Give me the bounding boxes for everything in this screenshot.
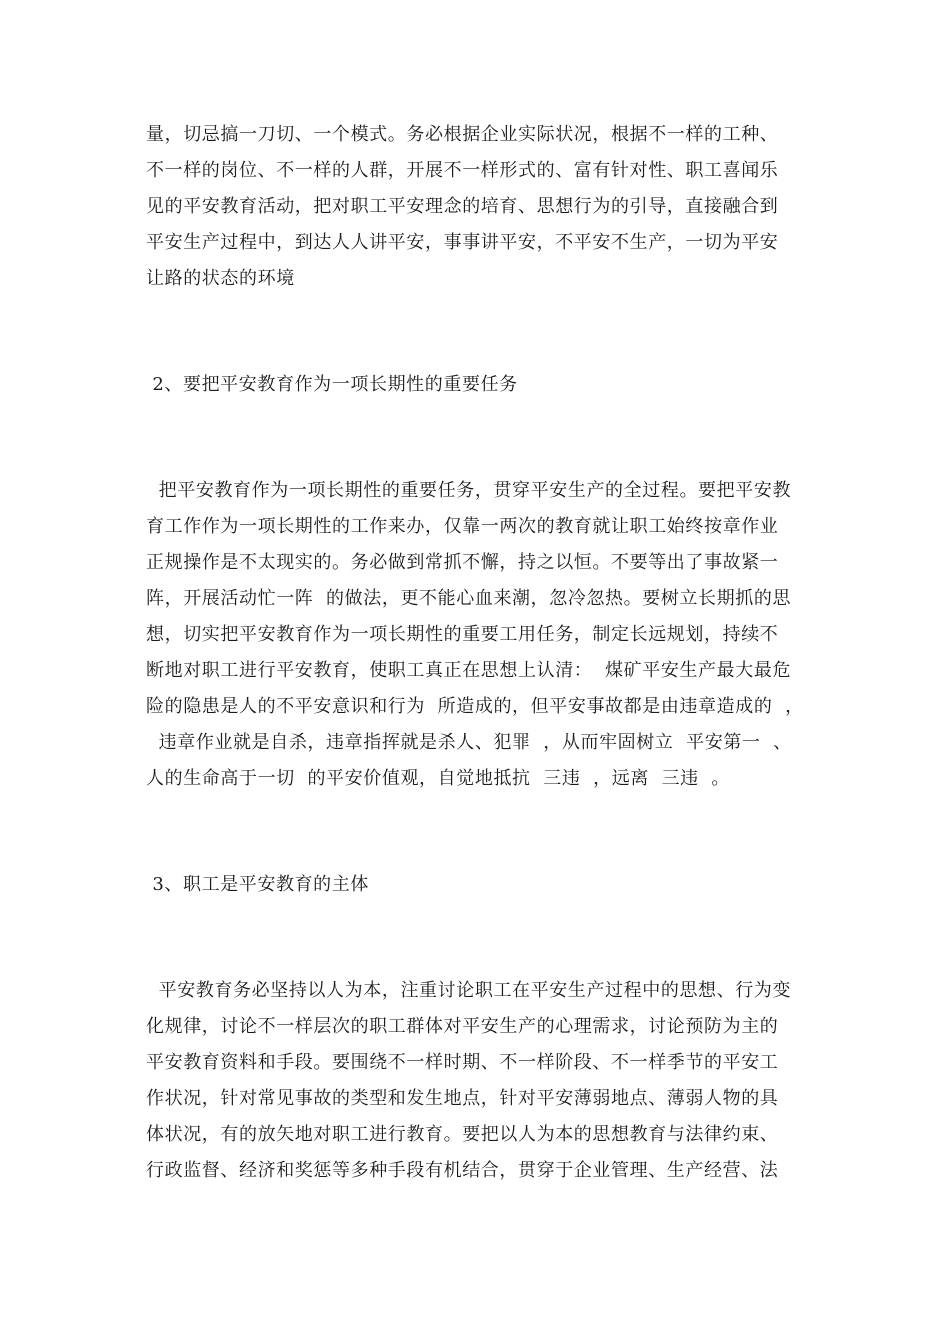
paragraph-2-line: 断地对职工进行平安教育，使职工真正在思想上认清： 煤矿平安生产最大最危 (146, 660, 792, 681)
paragraph-2-line: 想，切实把平安教育作为一项长期性的重要工用任务，制定长远规划，持续不 (146, 624, 779, 645)
paragraph-2-line: 育工作作为一项长期性的工作来办，仅靠一两次的教育就让职工始终按章作业 (146, 516, 779, 537)
paragraph-2-line: 把平安教育作为一项长期性的重要任务，贯穿平安生产的全过程。要把平安教 (146, 480, 792, 501)
paragraph-3-line: 平安教育务必坚持以人为本，注重讨论职工在平安生产过程中的思想、行为变 (146, 980, 792, 1001)
paragraph-2-line: 险的隐患是人的不平安意识和行为 所造成的，但平安事故都是由违章造成的 ， (146, 696, 804, 717)
section-heading-2: 2、要把平安教育作为一项长期性的重要任务 (146, 374, 518, 395)
paragraph-3-line: 化规律，讨论不一样层次的职工群体对平安生产的心理需求，讨论预防为主的 (146, 1016, 779, 1037)
paragraph-3-line: 体状况，有的放矢地对职工进行教育。要把以人为本的思想教育与法律约束、 (146, 1124, 779, 1145)
paragraph-1-line: 量，切忌搞一刀切、一个模式。务必根据企业实际状况，根据不一样的工种、 (146, 124, 779, 145)
paragraph-2-line: 人的生命高于一切 的平安价值观，自觉地抵抗 三违 ，远离 三违 。 (146, 768, 731, 789)
paragraph-3-line: 作状况，针对常见事故的类型和发生地点，针对平安薄弱地点、薄弱人物的具 (146, 1088, 779, 1109)
paragraph-1-line: 平安生产过程中，到达人人讲平安，事事讲平安，不平安不生产，一切为平安 (146, 232, 779, 253)
paragraph-1-line: 让路的状态的环境 (146, 268, 295, 289)
paragraph-1-line: 见的平安教育活动，把对职工平安理念的培育、思想行为的引导，直接融合到 (146, 196, 779, 217)
paragraph-2-line: 正规操作是不太现实的。务必做到常抓不懈，持之以恒。不要等出了事故紧一 (146, 552, 779, 573)
paragraph-2-line: 阵，开展活动忙一阵 的做法，更不能心血来潮，忽冷忽热。要树立长期抓的思 (146, 588, 792, 609)
paragraph-2-line: 违章作业就是自杀，违章指挥就是杀人、犯罪 ，从而牢固树立 平安第一 、 (146, 732, 792, 753)
paragraph-3-line: 平安教育资料和手段。要围绕不一样时期、不一样阶段、不一样季节的平安工 (146, 1052, 779, 1073)
paragraph-3-line: 行政监督、经济和奖惩等多种手段有机结合，贯穿于企业管理、生产经营、法 (146, 1160, 779, 1181)
section-heading-3: 3、职工是平安教育的主体 (146, 874, 369, 895)
paragraph-1-line: 不一样的岗位、不一样的人群，开展不一样形式的、富有针对性、职工喜闻乐 (146, 160, 779, 181)
